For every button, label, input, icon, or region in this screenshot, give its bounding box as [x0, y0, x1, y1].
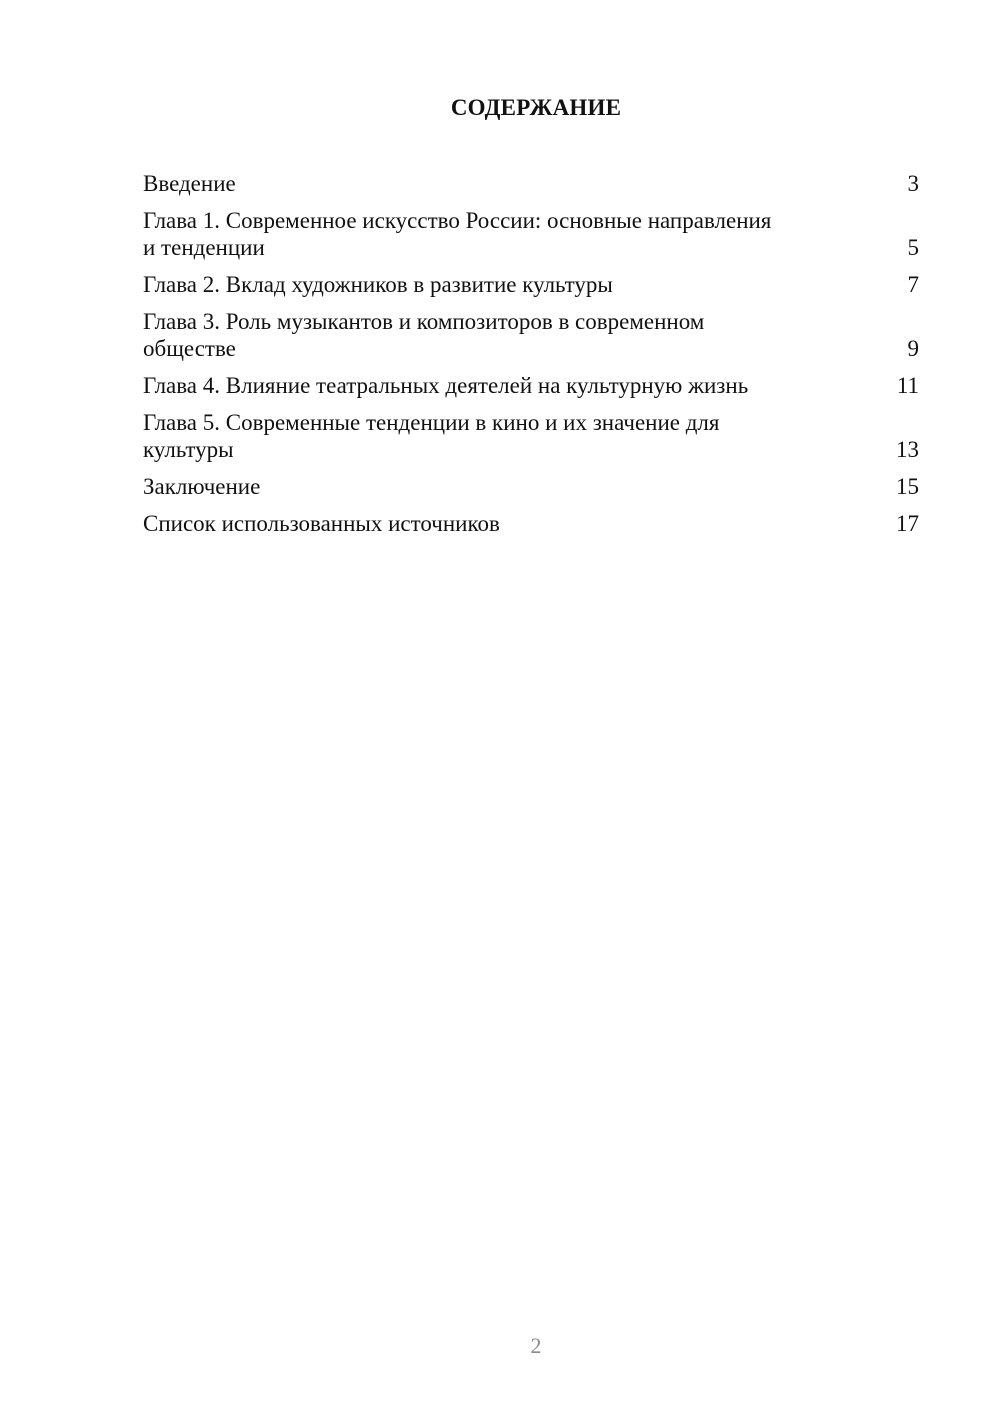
toc-entry[interactable]	[143, 308, 919, 362]
toc-entry-page: 13	[896, 437, 919, 462]
toc-entry[interactable]	[143, 170, 919, 197]
table-of-contents	[143, 170, 919, 547]
toc-entry-title: Глава 5. Современные тенденции в кино и их значение для культуры	[143, 410, 720, 462]
toc-entry[interactable]	[143, 207, 919, 261]
toc-entry-title: Заключение	[143, 474, 261, 499]
toc-entry-title: Глава 2. Вклад художников в развитие культуры	[143, 272, 613, 297]
toc-entry-page: 15	[896, 474, 919, 499]
toc-entry-page: 3	[907, 171, 919, 196]
toc-entry-page: 5	[907, 235, 919, 260]
toc-entry[interactable]	[143, 409, 919, 463]
toc-entry[interactable]	[143, 473, 919, 500]
toc-entry-title: Список использованных источников	[143, 511, 500, 536]
toc-entry[interactable]	[143, 271, 919, 298]
toc-entry-title: Глава 4. Влияние театральных деятелей на культурную жизнь	[143, 373, 749, 398]
toc-entry-title: Введение	[143, 171, 236, 196]
toc-entry-page: 17	[896, 511, 919, 536]
toc-entry-page: 11	[896, 373, 919, 398]
toc-entry-title: Глава 1. Современное искусство России: основные направления и тенденции	[143, 208, 772, 260]
toc-entry[interactable]	[143, 372, 919, 399]
page-title: СОДЕРЖАНИЕ	[450, 95, 622, 120]
toc-entry-page: 9	[907, 336, 919, 361]
toc-entry-title: Глава 3. Роль музыкантов и композиторов в современном обществе	[143, 309, 705, 361]
toc-entry[interactable]	[143, 510, 919, 537]
toc-entry-page: 7	[907, 272, 919, 297]
page-number: 2	[530, 1333, 542, 1358]
